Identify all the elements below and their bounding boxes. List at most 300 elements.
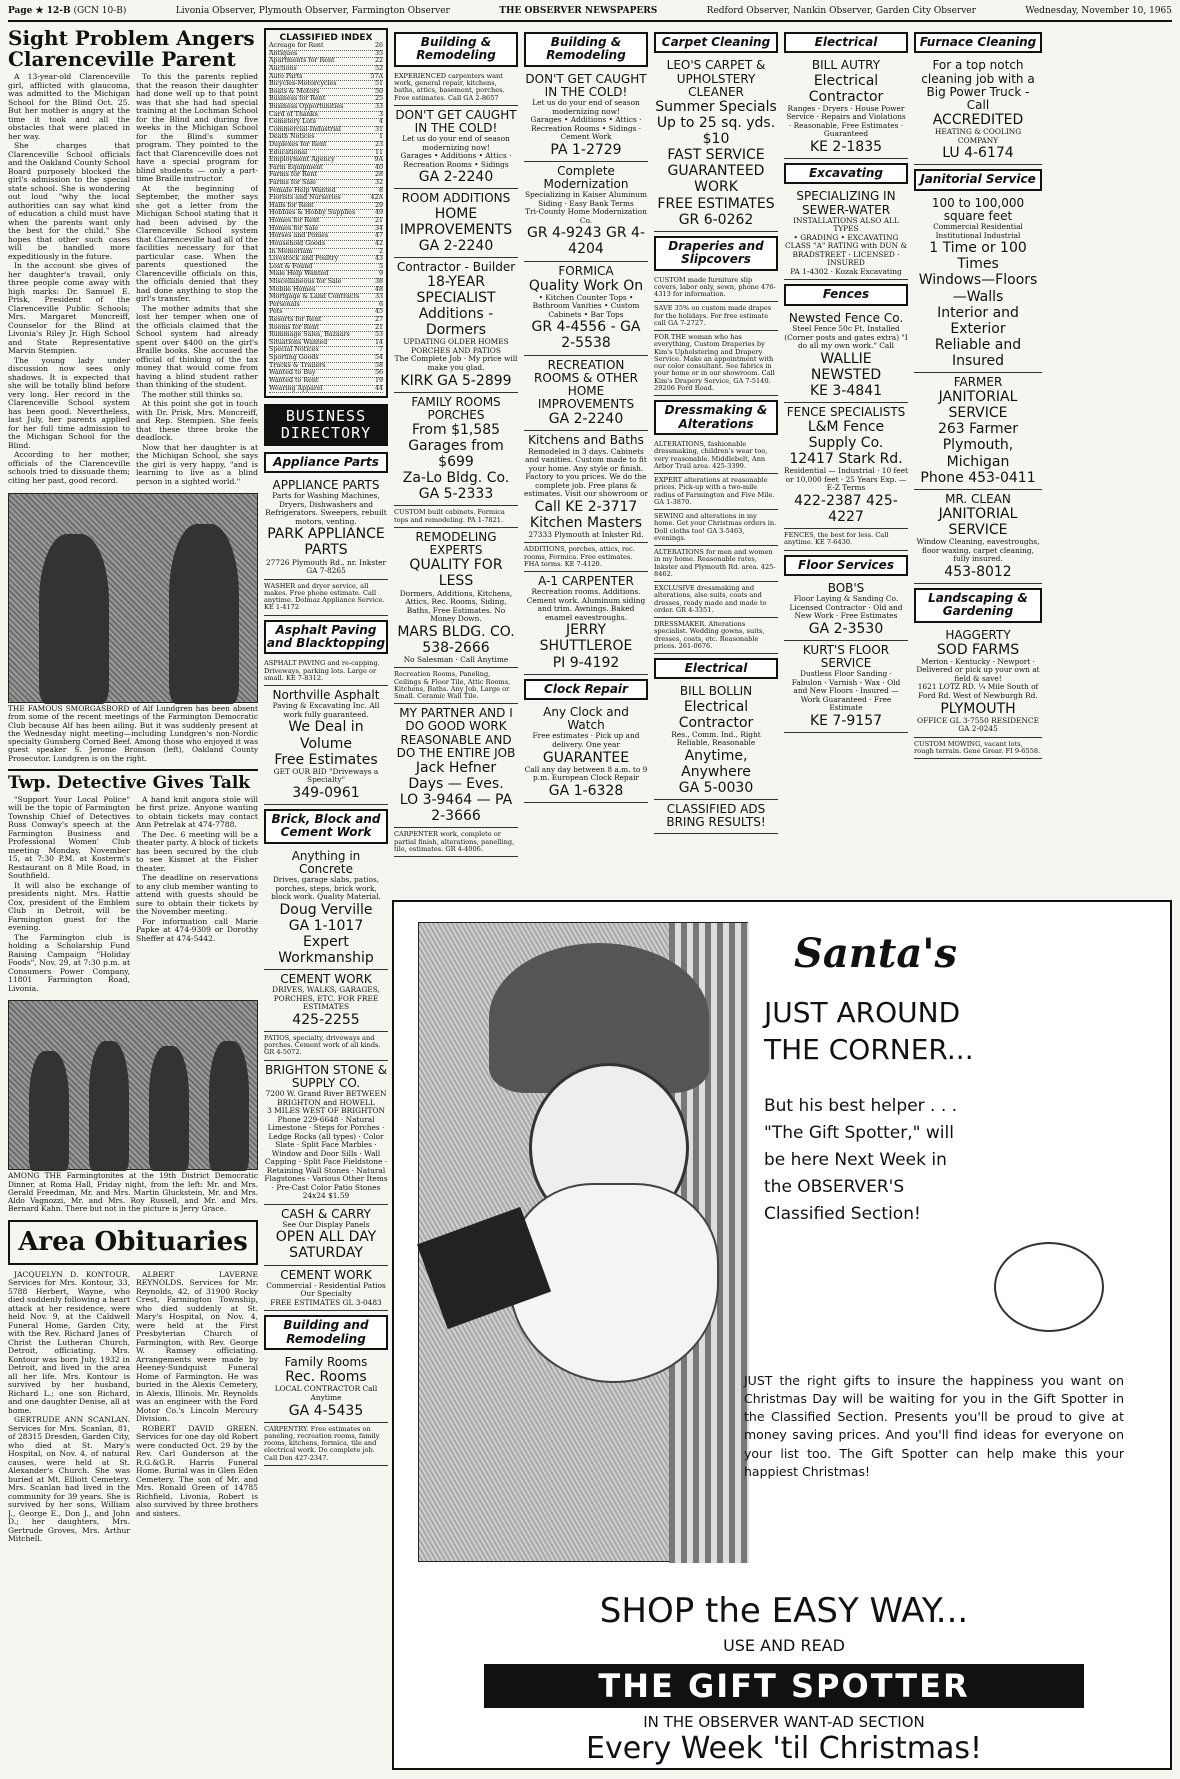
cherub-icon bbox=[994, 1242, 1104, 1332]
ad-line: KE 7-9157 bbox=[809, 712, 883, 729]
ad-line: FENCE SPECIALISTS bbox=[786, 404, 906, 419]
index-number: 45 bbox=[374, 308, 383, 316]
index-number: 32 bbox=[374, 179, 383, 187]
index-label: Resorts for Rent bbox=[269, 316, 322, 324]
index-label: Mortgage & Land Contracts bbox=[269, 293, 360, 301]
index-number: 19 bbox=[374, 376, 383, 384]
ad-line: GA 1-6328 bbox=[548, 782, 624, 799]
index-title: CLASSIFIED INDEX bbox=[279, 33, 373, 43]
display-ad bbox=[784, 641, 908, 733]
index-label: Business Opportunities bbox=[269, 102, 344, 110]
classified-column-g bbox=[784, 28, 908, 898]
display-ad bbox=[264, 847, 388, 970]
ad-line: Paving & Excavating Inc. All work fully guaranteed. bbox=[272, 701, 380, 719]
index-number: 33 bbox=[374, 293, 383, 301]
ad-line: 7200 W. Grand River BETWEEN BRIGHTON and HOWELL bbox=[265, 1088, 387, 1107]
index-number: 8 bbox=[378, 186, 383, 194]
display-ad bbox=[394, 258, 518, 393]
index-label: Homes for Rent bbox=[269, 217, 320, 225]
ad-line: PARK APPLIANCE PARTS bbox=[267, 526, 385, 559]
ad-line: KIRK GA 5-2899 bbox=[400, 372, 512, 389]
ad-line: Family Rooms bbox=[284, 1355, 368, 1370]
classified-ad: PATIOS, specialty, driveways and porches. Cement work of all kinds. GR 4-5072. bbox=[264, 1032, 388, 1061]
classified-column-e bbox=[524, 28, 648, 898]
ad-line: APPLIANCE PARTS bbox=[272, 478, 380, 493]
ad-line: 12417 Stark Rd. bbox=[789, 451, 903, 468]
ad-line: GA 2-2240 bbox=[418, 169, 494, 186]
classified-column-d bbox=[394, 28, 518, 898]
ad-line: 349-0961 bbox=[292, 784, 360, 801]
index-number: 4 bbox=[378, 118, 383, 126]
index-label: Lost & Found bbox=[269, 262, 313, 270]
index-number: 5 bbox=[378, 262, 383, 270]
ad-line: 18-YEAR SPECIALIST bbox=[416, 274, 496, 307]
index-number: 48 bbox=[374, 285, 383, 293]
index-number: 26 bbox=[374, 42, 383, 50]
ad-line: Anything in Concrete bbox=[291, 848, 361, 876]
ad-line: Doug Verville bbox=[279, 901, 373, 918]
index-number: 40 bbox=[374, 163, 383, 171]
photo-democratic-dinner bbox=[8, 1000, 258, 1170]
ad-line: L&M Fence Supply Co. bbox=[807, 419, 885, 452]
index-label: Halls for Rent bbox=[269, 201, 314, 209]
ad-line: FAMILY ROOMS PORCHES bbox=[411, 394, 501, 422]
index-number: 28 bbox=[374, 171, 383, 179]
story-paragraph: In the account she gives of her daughter's travail, only three people come away with high marks: Dr. Samuel E. Prisk, President of the Clarenceville Public Schools; Mrs. Margaret Moncreiff, Counselor for the Blind at Livonia's Riley Jr. High School and State Representative Marvin Stempien. bbox=[8, 261, 130, 355]
display-ad bbox=[914, 626, 1042, 738]
ad-line: MR. CLEAN bbox=[945, 491, 1011, 506]
ad-line: JANITORIAL SERVICE bbox=[938, 505, 1018, 539]
ad-line: GUARANTEE bbox=[542, 749, 630, 766]
display-ad bbox=[394, 704, 518, 828]
photo-figure bbox=[29, 1051, 69, 1171]
ad-line: LO 3-9464 — PA 2-3666 bbox=[399, 792, 513, 825]
ad-line: FAST SERVICE bbox=[667, 147, 765, 164]
ad-line: Complete Modernization bbox=[543, 163, 629, 192]
ad-line: Let us do your end of season modernizing now! bbox=[402, 134, 510, 152]
index-number: 50 bbox=[374, 87, 383, 95]
ad-line: GA 2-2240 bbox=[418, 237, 494, 254]
ad-line: RECREATION ROOMS & OTHER HOME IMPROVEMENTS bbox=[534, 357, 638, 412]
index-label: Bicycles-Motorcycles bbox=[269, 80, 337, 88]
classified-ad: CUSTOM MOWING, vacant lots, rough terrain. Gene Grear. FI 9-6558. bbox=[914, 738, 1042, 760]
display-ad bbox=[524, 262, 648, 356]
obituaries bbox=[8, 1271, 258, 1545]
ad-line: Drives, garage slabs, patios, porches, steps, brick work, block work. Quality Material. bbox=[271, 875, 381, 902]
ad-line: Ranges - Dryers · House Power Service · Repairs and Violations · Reasonable, Free Estimates · Guaranteed bbox=[786, 103, 906, 139]
headline-detective: Twp. Detective Gives Talk bbox=[8, 772, 251, 793]
index-number: 14 bbox=[374, 338, 383, 346]
left-papers: Livonia Observer, Plymouth Observer, Farmington Observer bbox=[175, 5, 450, 16]
index-number: 21 bbox=[374, 217, 383, 225]
ad-line: 1 Time or 100 Times bbox=[929, 240, 1027, 273]
category-heading: Excavating bbox=[784, 163, 908, 184]
classified-ad: EXCLUSIVE dressmaking and alterations, also suits, coats and dresses, ready made and made to order. GR 4-3351. bbox=[654, 582, 778, 618]
category-heading: Dressmaking & Alterations bbox=[654, 400, 778, 435]
classified-column-f bbox=[654, 28, 778, 898]
photo-caption: AMONG THE Farmingtonites at the 19th District Democratic Dinner, at Roma Hall, Friday night, from the left: Mr. and Mrs. Gerald Freedman, Mr. and Mrs. Martin Gluckstein, Mr. and Mrs. Aldo Vagnozzi, Mr. and Mrs. Roy Russell, and Mr. and Mrs. Bernard Kahn. There but not in the picture is Jerry Grace. bbox=[8, 1171, 258, 1214]
index-label: Farms for Rent bbox=[269, 171, 318, 179]
ad-line: Plymouth, Michigan bbox=[942, 437, 1014, 470]
ad-line: INSTALLATIONS ALSO ALL TYPES bbox=[793, 215, 899, 234]
index-number: 53 bbox=[374, 331, 383, 339]
photo-figure bbox=[39, 534, 109, 704]
display-ad bbox=[264, 1205, 388, 1266]
ad-line: Garages • Additions • Attics · Recreation Rooms • Sidings · Cement Work bbox=[530, 115, 642, 142]
ad-line: GA 4-5435 bbox=[288, 1402, 364, 1419]
display-ad bbox=[914, 373, 1042, 490]
story-paragraph: The Farmington club is holding a Scholarship Fund Raising Campaign "Holiday Foods", Nov. 29, at 7:30 p.m. at Consumers Power Company, 11801 Farmington Road, Livonia. bbox=[8, 932, 130, 993]
index-number: 2 bbox=[378, 247, 383, 255]
display-ad bbox=[784, 403, 908, 529]
story-paragraph: Now that her daughter is at the Michigan School, she says the girl is very happy, "and is learning to live as a blind person in a sighted world." bbox=[136, 442, 258, 486]
display-ad bbox=[524, 70, 648, 162]
ad-line: JANITORIAL SERVICE bbox=[938, 389, 1018, 422]
display-ad bbox=[264, 1061, 388, 1205]
ad-line: GA 5-2333 bbox=[418, 486, 494, 503]
category-heading: Electrical bbox=[784, 32, 908, 53]
classified-ad: CARPENTRY. Free estimates on paneling, recreation rooms, family rooms, kitchens, formica, tile and electrical work. Do complete job. Call Don 427-2347. bbox=[264, 1423, 388, 1466]
display-ad bbox=[784, 187, 908, 280]
index-number: 54 bbox=[374, 354, 383, 362]
santa-gift-spotter-ad bbox=[392, 900, 1172, 1770]
index-label: Cemetery Lots bbox=[269, 118, 316, 126]
ad-line: Jack Hefner bbox=[415, 760, 497, 777]
ad-line: GA 5-0030 bbox=[678, 780, 754, 797]
index-number: 9 bbox=[378, 270, 383, 278]
ad-line: GR 6-0262 bbox=[678, 211, 754, 228]
index-number: 34 bbox=[374, 224, 383, 232]
index-label: Male Help Wanted bbox=[269, 270, 329, 278]
category-heading: Building & Remodeling bbox=[524, 32, 648, 67]
index-label: Livestock and Poultry bbox=[269, 255, 339, 263]
classified-ad: FOR THE woman who has everything, Custom Draperies by Kim's Upholstering and Drapery Service. Make an appointment with our color consultant. See fabrics in your home or in our showroom. Call Kim's Drapery Service, GA 7-5140. 29206 Ford Road. bbox=[654, 331, 778, 396]
index-number: 11 bbox=[374, 148, 383, 156]
ad-line: Electrical Contractor bbox=[678, 698, 754, 731]
ad-line: Let us do your end of season modernizing now! bbox=[532, 98, 640, 116]
index-label: Personals bbox=[269, 300, 300, 308]
index-number: 52 bbox=[374, 64, 383, 72]
classified-column-h bbox=[914, 28, 1172, 898]
index-label: Female Help Wanted bbox=[269, 186, 336, 194]
ad-line: JERRY SHUTTLEROE bbox=[539, 622, 633, 655]
category-heading: Electrical bbox=[654, 658, 778, 679]
ad-line: PI 9-4192 bbox=[552, 654, 620, 671]
ad-line: Call any day between 8 a.m. to 9 p.m. European Clock Repair bbox=[524, 764, 648, 783]
issue-date: Wednesday, November 10, 1965 bbox=[1025, 5, 1172, 16]
ad-line: KE 3-4841 bbox=[809, 382, 883, 399]
ad-line: KURT'S FLOOR SERVICE bbox=[802, 642, 890, 670]
display-ad bbox=[394, 189, 518, 257]
display-ad bbox=[524, 162, 648, 262]
ad-line: Rec. Rooms bbox=[285, 1369, 367, 1386]
ad-line: CASH & CARRY bbox=[280, 1206, 372, 1221]
display-ad bbox=[784, 309, 908, 403]
display-ad bbox=[914, 194, 1042, 373]
story-paragraph: "Support Your Local Police" will be the topic of Farmington Township Chief of Detectives Russ Conway's speech at the Farmington Business and Professional Women' Club meeting Monday, November 15, at 7:30 P.M. at Kosterm's Restaurant on 8 Mile Road, in Southfield. bbox=[8, 794, 130, 881]
classified-ad: ADDITIONS, porches, attics, rec. rooms, Formica. Free estimates. FHA terms. KE 7-4120. bbox=[524, 543, 648, 572]
index-label: Mobile Homes bbox=[269, 285, 316, 293]
ad-line: "The Gift Spotter," will bbox=[764, 1123, 954, 1143]
index-label: Household Goods bbox=[269, 239, 326, 247]
obituaries-heading: Area Obituaries bbox=[8, 1220, 258, 1265]
story-paragraph: The mother admits that she lost her temper when one of the officials claimed that the School system had already spent over $400 on the girl's Braille books. She accused the official of thinking of the tax money that would come from having a blind student rather than thinking of the student. bbox=[136, 303, 258, 389]
display-ad bbox=[654, 56, 778, 231]
ad-body: JUST the right gifts to insure the happiness you want on Christmas Day will be waiting for you in the Gift Spotter in the Classified Section. Presents you'll be proud to give at money saving prices. And you'll find ideas for everyone on your list too. The Gift Spotter can help make this your happiest Christmas! bbox=[744, 1373, 1124, 1479]
ad-line: HEATING & COOLING COMPANY bbox=[934, 127, 1022, 145]
ad-line: Specializing in Kaiser Aluminum Siding · Easy Bank Terms bbox=[524, 190, 648, 208]
ad-line: Institutional Industrial bbox=[935, 230, 1021, 240]
ad-line: Northville Asphalt bbox=[272, 688, 380, 703]
display-ad bbox=[914, 490, 1042, 584]
display-ad bbox=[264, 476, 388, 579]
ad-line: Residential — Industrial · 10 feet or 10,000 feet · 25 Years Exp. — E-Z Terms bbox=[784, 466, 908, 493]
classified-ad: SEWING and alterations in my home. Get your Christmas orders in. Doll cloths too! GA 3-5463, evenings. bbox=[654, 510, 778, 546]
index-label: Miscellaneous for Sale bbox=[269, 277, 342, 285]
ad-line: 538-2666 bbox=[422, 639, 490, 656]
ad-line: GUARANTEED WORK bbox=[667, 163, 765, 196]
ad-line: We Deal in Volume bbox=[288, 719, 364, 752]
masthead: THE OBSERVER NEWSPAPERS bbox=[499, 5, 658, 16]
classified-column-c bbox=[264, 28, 388, 1773]
obituary: ROBERT DAVID GREEN. Services for one day old Robert were conducted Oct. 29 by the Rev. Carl Gunderson at the R.G.&G.R. Harris Funeral Home. Burial was in Glen Eden Cemetery. The son of Mr. and Mrs. Ronald Green of 14785 Richfield, Livonia, Robert is also survived by three brothers and sisters. bbox=[136, 1423, 258, 1518]
index-label: Florists and Nurseries bbox=[269, 194, 341, 202]
ad-line: OPEN ALL DAY SATURDAY bbox=[275, 1229, 377, 1262]
ad-line: • Kitchen Counter Tops • Bathroom Vanities • Custom Cabinets • Bar Tops bbox=[532, 292, 640, 319]
index-number: 22 bbox=[374, 57, 383, 65]
santa-illustration bbox=[418, 922, 748, 1562]
ad-line: WALLIE NEWSTED bbox=[810, 350, 882, 383]
ad-line: Dormers, Additions, Kitchens, Attics, Rec. Rooms, Siding, Baths, Free Estimates. No Money Down. bbox=[399, 588, 513, 624]
ad-line: ROOM ADDITIONS bbox=[401, 191, 511, 206]
ad-line: Dustless Floor Sanding · Fabulon - Varnish - Wax · Old and New Floors · Insured — Work Guaranteed · Free Estimate bbox=[791, 669, 901, 713]
ad-line: • GRADING • EXCAVATING bbox=[793, 232, 899, 242]
ad-line: Garages • Additions • Attics · Recreation Rooms • Sidings bbox=[400, 151, 512, 169]
ad-line: DON'T GET CAUGHT IN THE COLD! bbox=[525, 71, 647, 100]
gift-spotter-logo: THE GIFT SPOTTER bbox=[484, 1664, 1084, 1708]
ad-line: KE 2-1835 bbox=[809, 138, 883, 155]
index-number: 58 bbox=[374, 361, 383, 369]
index-label: Sporting Goods bbox=[269, 354, 319, 362]
story-paragraph: It will also be exchange of presidents night. Mrs. Hattie Cox, president of the Emblem Club in Detroit, will be Farmington guest for the evening. bbox=[8, 880, 130, 933]
ad-line: SPECIALIZING IN SEWER-WATER bbox=[796, 189, 896, 217]
story-paragraph: For information call Marie Papke at 474-9309 or Dorothy Sheffer at 474-5442. bbox=[136, 916, 258, 943]
classified-ad: CUSTOM made furniture slip covers, labor only, sewn, phone 476-4313 for information. bbox=[654, 274, 778, 303]
display-ad bbox=[654, 682, 778, 800]
index-list bbox=[269, 43, 383, 393]
ad-line: 3 MILES WEST OF BRIGHTON bbox=[267, 1106, 385, 1116]
category-heading: Building and Remodeling bbox=[264, 1315, 388, 1350]
page-header bbox=[8, 4, 1172, 22]
ad-line: Windows—Floors—Walls bbox=[918, 272, 1038, 305]
display-ad bbox=[914, 56, 1042, 165]
ad-line: No Salesman · Call Anytime bbox=[403, 654, 509, 664]
index-label: Homes for Sale bbox=[269, 224, 319, 232]
obituary: ALBERT LAVERNE REYNOLDS. Services for Mr. Reynolds, 42, of 31900 Rocky Crest, Farmington Township, who died suddenly at St. Mary's Hospital, on Nov. 4, were held at the First Presbyterian Church of Farmington, with Rev. George W. Ramsey officiating. Arrangements were made by Heeney-Sundquist Funeral Home of Farmington. He was buried in the Alexis Cemetery, in Alexis, Illinois. Mr. Reynolds was an engineer with the Ford Motor Co.'s Lincoln Mercury Division. bbox=[136, 1269, 258, 1424]
display-ad bbox=[524, 431, 648, 543]
category-heading: Clock Repair bbox=[524, 679, 648, 700]
index-number: 51 bbox=[374, 80, 383, 88]
ad-line: Phone 229-6648 · Natural Limestone · Steps for Porches · Ledge Rocks (all types) · Color Slate · Split Face Marbles · Window and Door Sills · Wall Capping · Split Face Fieldstone · Retaining Wall Stones · Natural Flagstones · Various Other Items · Pre-Cast Color Patio Stones 24x24 $1.59 bbox=[264, 1114, 388, 1201]
business-directory-banner: BUSINESS DIRECTORY bbox=[264, 404, 388, 446]
index-label: Death Notices bbox=[269, 133, 315, 141]
story-paragraph: She charges that Clarenceville School officials and the Oakland County School Board purposely blocked the girl's admission to the special state school. She is wondering out loud "why the local authorities can say what kind of education a child must have when the parents want only the best for the child." She hopes that other such cases will be handled more expeditiously in the future. bbox=[8, 141, 130, 261]
ad-line: BILL AUTRY bbox=[811, 58, 881, 73]
category-heading: Fences bbox=[784, 284, 908, 305]
ad-line: Newsted Fence Co. bbox=[788, 310, 904, 325]
classified-ad: WASHER and dryer service, all makes. Free phone estimate. Call anytime. Dolmaz Appliance Service. KE 1-4172 bbox=[264, 580, 388, 616]
category-heading: Asphalt Paving and Blacktopping bbox=[264, 620, 388, 655]
classified-ad: CUSTOM built cabinets. Formica tops and remodeling. PA 1-7821. bbox=[394, 506, 518, 528]
ad-line: DON'T GET CAUGHT IN THE COLD! bbox=[395, 107, 517, 136]
photo-caption: THE FAMOUS SMORGASBORD of Alf Lundgren has been absent from some of the recent meetings of the Farmington Democratic Club because Alf has been ailing. But it was suddenly present at the Wednesday night meeting—including Lundgren's non-Nordic specialty Gunsberg Corned Beef. Among those who enjoyed it was guest speaker S. Jerome Bronson (left), Oakland County Prosecutor. Lundgren is on the right. bbox=[8, 704, 258, 763]
story-paragraph: The mother still thinks so. bbox=[142, 389, 243, 399]
news-column bbox=[8, 28, 258, 1773]
ad-line: MY PARTNER AND I DO GOOD WORK REASONABLE AND DO THE ENTIRE JOB bbox=[396, 706, 516, 760]
ad-line: Interior and Exterior bbox=[937, 304, 1019, 337]
index-number: 27 bbox=[374, 316, 383, 324]
ad-line: Parts for Washing Machines, Dryers, Dishwashers and Refrigerators. Sweepers, rebuilt motors, venting. bbox=[265, 491, 387, 526]
index-number: 33 bbox=[374, 102, 383, 110]
obituary: JACQUELYN D. KONTOUR. Services for Mrs. Kontour, 33, 5788 Herbert, Wayne, who died suddenly following a heart attack at her residence, were held Nov. 9, at the Caldwell Funeral Home, Garden City, with the Rev. Richard Janes of Christ the Lutheran Church, Detroit, officiating. Mrs. Kontour was born July, 1932 in Detroit, and lived in the area all her life. Mrs. Kontour is survived by her husband, Richard L.; one son Richard, and one daughter Denise, all at home. bbox=[8, 1269, 130, 1415]
ad-line: 27333 Plymouth at Inkster Rd. bbox=[528, 529, 644, 539]
photo-figure bbox=[149, 1046, 189, 1171]
ad-line: QUALITY FOR LESS bbox=[409, 557, 503, 590]
ad-line: HOME IMPROVEMENTS bbox=[399, 205, 513, 238]
index-label: Special Notices bbox=[269, 346, 319, 354]
section-code: (GCN 10-B) bbox=[73, 5, 127, 16]
ad-line: CLASSIFIED ADS BRING RESULTS! bbox=[666, 802, 766, 830]
display-ad bbox=[264, 970, 388, 1032]
ad-line: Any Clock and Watch bbox=[543, 705, 629, 733]
category-heading: Building & Remodeling bbox=[394, 32, 518, 67]
index-number: 56 bbox=[374, 369, 383, 377]
index-number: 23 bbox=[374, 141, 383, 148]
ad-line: Quality Work On bbox=[528, 277, 644, 294]
ad-line: LOCAL CONTRACTOR Call Anytime bbox=[274, 1384, 378, 1402]
ad-line: REMODELING EXPERTS bbox=[415, 529, 497, 558]
ad-line: Days — Eves. bbox=[408, 776, 504, 793]
divider bbox=[8, 769, 258, 771]
ad-line: the OBSERVER'S bbox=[764, 1177, 905, 1197]
category-heading: Brick, Block and Cement Work bbox=[264, 809, 388, 844]
photo-figure bbox=[209, 1041, 249, 1171]
index-label: Employment Agency bbox=[269, 156, 335, 164]
display-ad bbox=[264, 686, 388, 805]
index-number: 31 bbox=[374, 125, 383, 133]
ad-line: Expert Workmanship bbox=[278, 933, 374, 966]
ad-line: Window Cleaning, eavestroughs, floor waxing, carpet cleaning, fully insured. bbox=[916, 537, 1040, 564]
ad-line: LU 4-6174 bbox=[942, 145, 1014, 162]
index-label: Auctions bbox=[269, 64, 297, 72]
ad-line: CEMENT WORK bbox=[280, 1267, 372, 1282]
classified-ad: SAVE 35% on custom made drapes for the holidays. For free estimate call GA 7-2727. bbox=[654, 302, 778, 331]
display-ad bbox=[524, 356, 648, 432]
ad-line: Garages from $699 bbox=[408, 438, 504, 471]
category-heading: Landscaping & Gardening bbox=[914, 588, 1042, 623]
headline-sight-problem: Sight Problem Angers Clarenceville Parent bbox=[8, 28, 255, 71]
photo-smorgasbord bbox=[8, 493, 258, 703]
ad-line: CEMENT WORK bbox=[280, 972, 372, 987]
ad-line: LEO'S CARPET & UPHOLSTERY CLEANER bbox=[666, 58, 766, 99]
story-paragraph: A 13-year-old Clarenceville girl, afflicted with glaucoma, was admitted to the Michigan School for the Blind Oct. 25. But her mother is angry at the time it took and all the obstacles that were placed in her way. bbox=[8, 72, 130, 141]
story-paragraph: At the beginning of September, the mother says she got a letter from the Michigan School stating that it had been advised by the Clarenceville School system that Clarenceville had all of the facilities necessary for that particular case. When the parents questioned the Clarenceville officials on this, the officials denied that they had done anything to stop the girl's transfer. bbox=[136, 183, 258, 303]
ad-line: But his best helper . . . bbox=[764, 1096, 958, 1116]
ad-line: GA 2-2240 bbox=[548, 411, 624, 428]
ad-line: 27726 Plymouth Rd., nr. Inkster GA 7-8265 bbox=[265, 557, 387, 576]
index-label: Card of Thanks bbox=[269, 110, 318, 118]
index-number: 29 bbox=[374, 201, 383, 209]
index-number: 42 bbox=[374, 239, 383, 247]
classified-ad: FENCES, the best for less. Call anytime. KE 7-6430. bbox=[784, 529, 908, 551]
story-paragraph: At this point she got in touch with Dr. Prisk, Mrs. Moncreiff, and Rep. Stempien. She feels that these three broke the deadlock. bbox=[136, 399, 258, 442]
index-label: Antiques bbox=[269, 49, 298, 57]
ad-line: Tri-County Home Modernization Co. bbox=[525, 207, 647, 225]
display-ad bbox=[524, 703, 648, 803]
index-label: Rooms for Rent bbox=[269, 323, 319, 331]
photo-figure bbox=[89, 1041, 129, 1171]
display-ad bbox=[394, 106, 518, 190]
ad-line: THE CORNER... bbox=[764, 1033, 974, 1066]
ad-line: Free Estimates bbox=[274, 751, 378, 768]
ad-line: UPDATING OLDER HOMES PORCHES AND PATIOS bbox=[403, 337, 509, 355]
story-detective bbox=[8, 796, 258, 995]
ad-line: FREE ESTIMATES bbox=[657, 195, 775, 212]
index-label: Educational bbox=[269, 148, 308, 156]
ad-line: GR 4-4556 - GA 2-5538 bbox=[531, 319, 641, 352]
ad-line: Electrical Contractor bbox=[808, 72, 884, 105]
display-ad bbox=[394, 393, 518, 507]
classified-index bbox=[264, 28, 388, 398]
ad-line: GET OUR BID "Driveways a Specialty" bbox=[273, 766, 379, 785]
index-label: In Memoriam bbox=[269, 247, 313, 255]
ads-list bbox=[264, 452, 388, 1466]
index-label: Acreage for Rent bbox=[269, 42, 324, 50]
ad-line: ACCREDITED bbox=[932, 112, 1024, 129]
index-number: 9A bbox=[374, 156, 383, 164]
index-label: Auto Parts bbox=[269, 72, 303, 80]
display-ad bbox=[264, 1353, 388, 1422]
ad-line: 425-2255 bbox=[292, 1011, 360, 1028]
ad-line: GA 1-1017 bbox=[288, 917, 364, 934]
story-sight-problem bbox=[8, 73, 258, 487]
story-paragraph: According to her mother, officials of the Clarenceville schools tried to dissuade them; citing her past, good record. bbox=[8, 450, 130, 485]
index-label: Farms for Sale bbox=[269, 179, 316, 187]
ad-line: PLYMOUTH bbox=[940, 700, 1016, 717]
right-papers: Redford Observer, Nankin Observer, Garden City Observer bbox=[706, 5, 976, 16]
index-label: Wanted to Rent bbox=[269, 376, 319, 384]
index-number: 35 bbox=[374, 49, 383, 57]
ad-line: FARMER bbox=[953, 375, 1003, 389]
display-ad bbox=[264, 1266, 388, 1312]
ad-line: For a top notch cleaning job with a Big Power Truck - Call bbox=[921, 58, 1035, 112]
display-ad bbox=[524, 572, 648, 675]
classified-ad: ASPHALT PAVING and re-capping. Driveways, parking lots. Large or small. KE 7-8312. bbox=[264, 657, 388, 686]
ad-line: 263 Farmer bbox=[937, 421, 1019, 438]
ad-line: be here Next Week in bbox=[764, 1150, 947, 1170]
ad-line: GA 2-3530 bbox=[808, 620, 884, 637]
story-paragraph: A hand knit angora stole will be first prize. Anyone wanting to obtain tickets may contact Ann Petrelak at 474-7788. bbox=[136, 794, 258, 830]
index-label: Commercial-Industrial bbox=[269, 125, 341, 133]
category-heading: Janitorial Service bbox=[914, 169, 1042, 190]
ad-line: BRIGHTON STONE & SUPPLY CO. bbox=[264, 1062, 388, 1090]
index-label: Horses and Ponies bbox=[269, 232, 329, 240]
ad-line: FORMICA bbox=[558, 263, 614, 278]
ad-line: FREE ESTIMATES GL 3-0483 bbox=[270, 1297, 382, 1307]
story-paragraph: To this the parents replied that the reason their daughter had done well up to that point was that she had had special training at the Lochman School for the Blind and during five weeks in the Michigan School for the Blind's summer program. They pointed to the fact that Clarenceville does not have a special program for blind students — only a part-time Braille instructor. bbox=[136, 72, 258, 183]
index-label: Situations Wanted bbox=[269, 338, 328, 346]
ad-line: See Our Display Panels bbox=[282, 1219, 370, 1229]
